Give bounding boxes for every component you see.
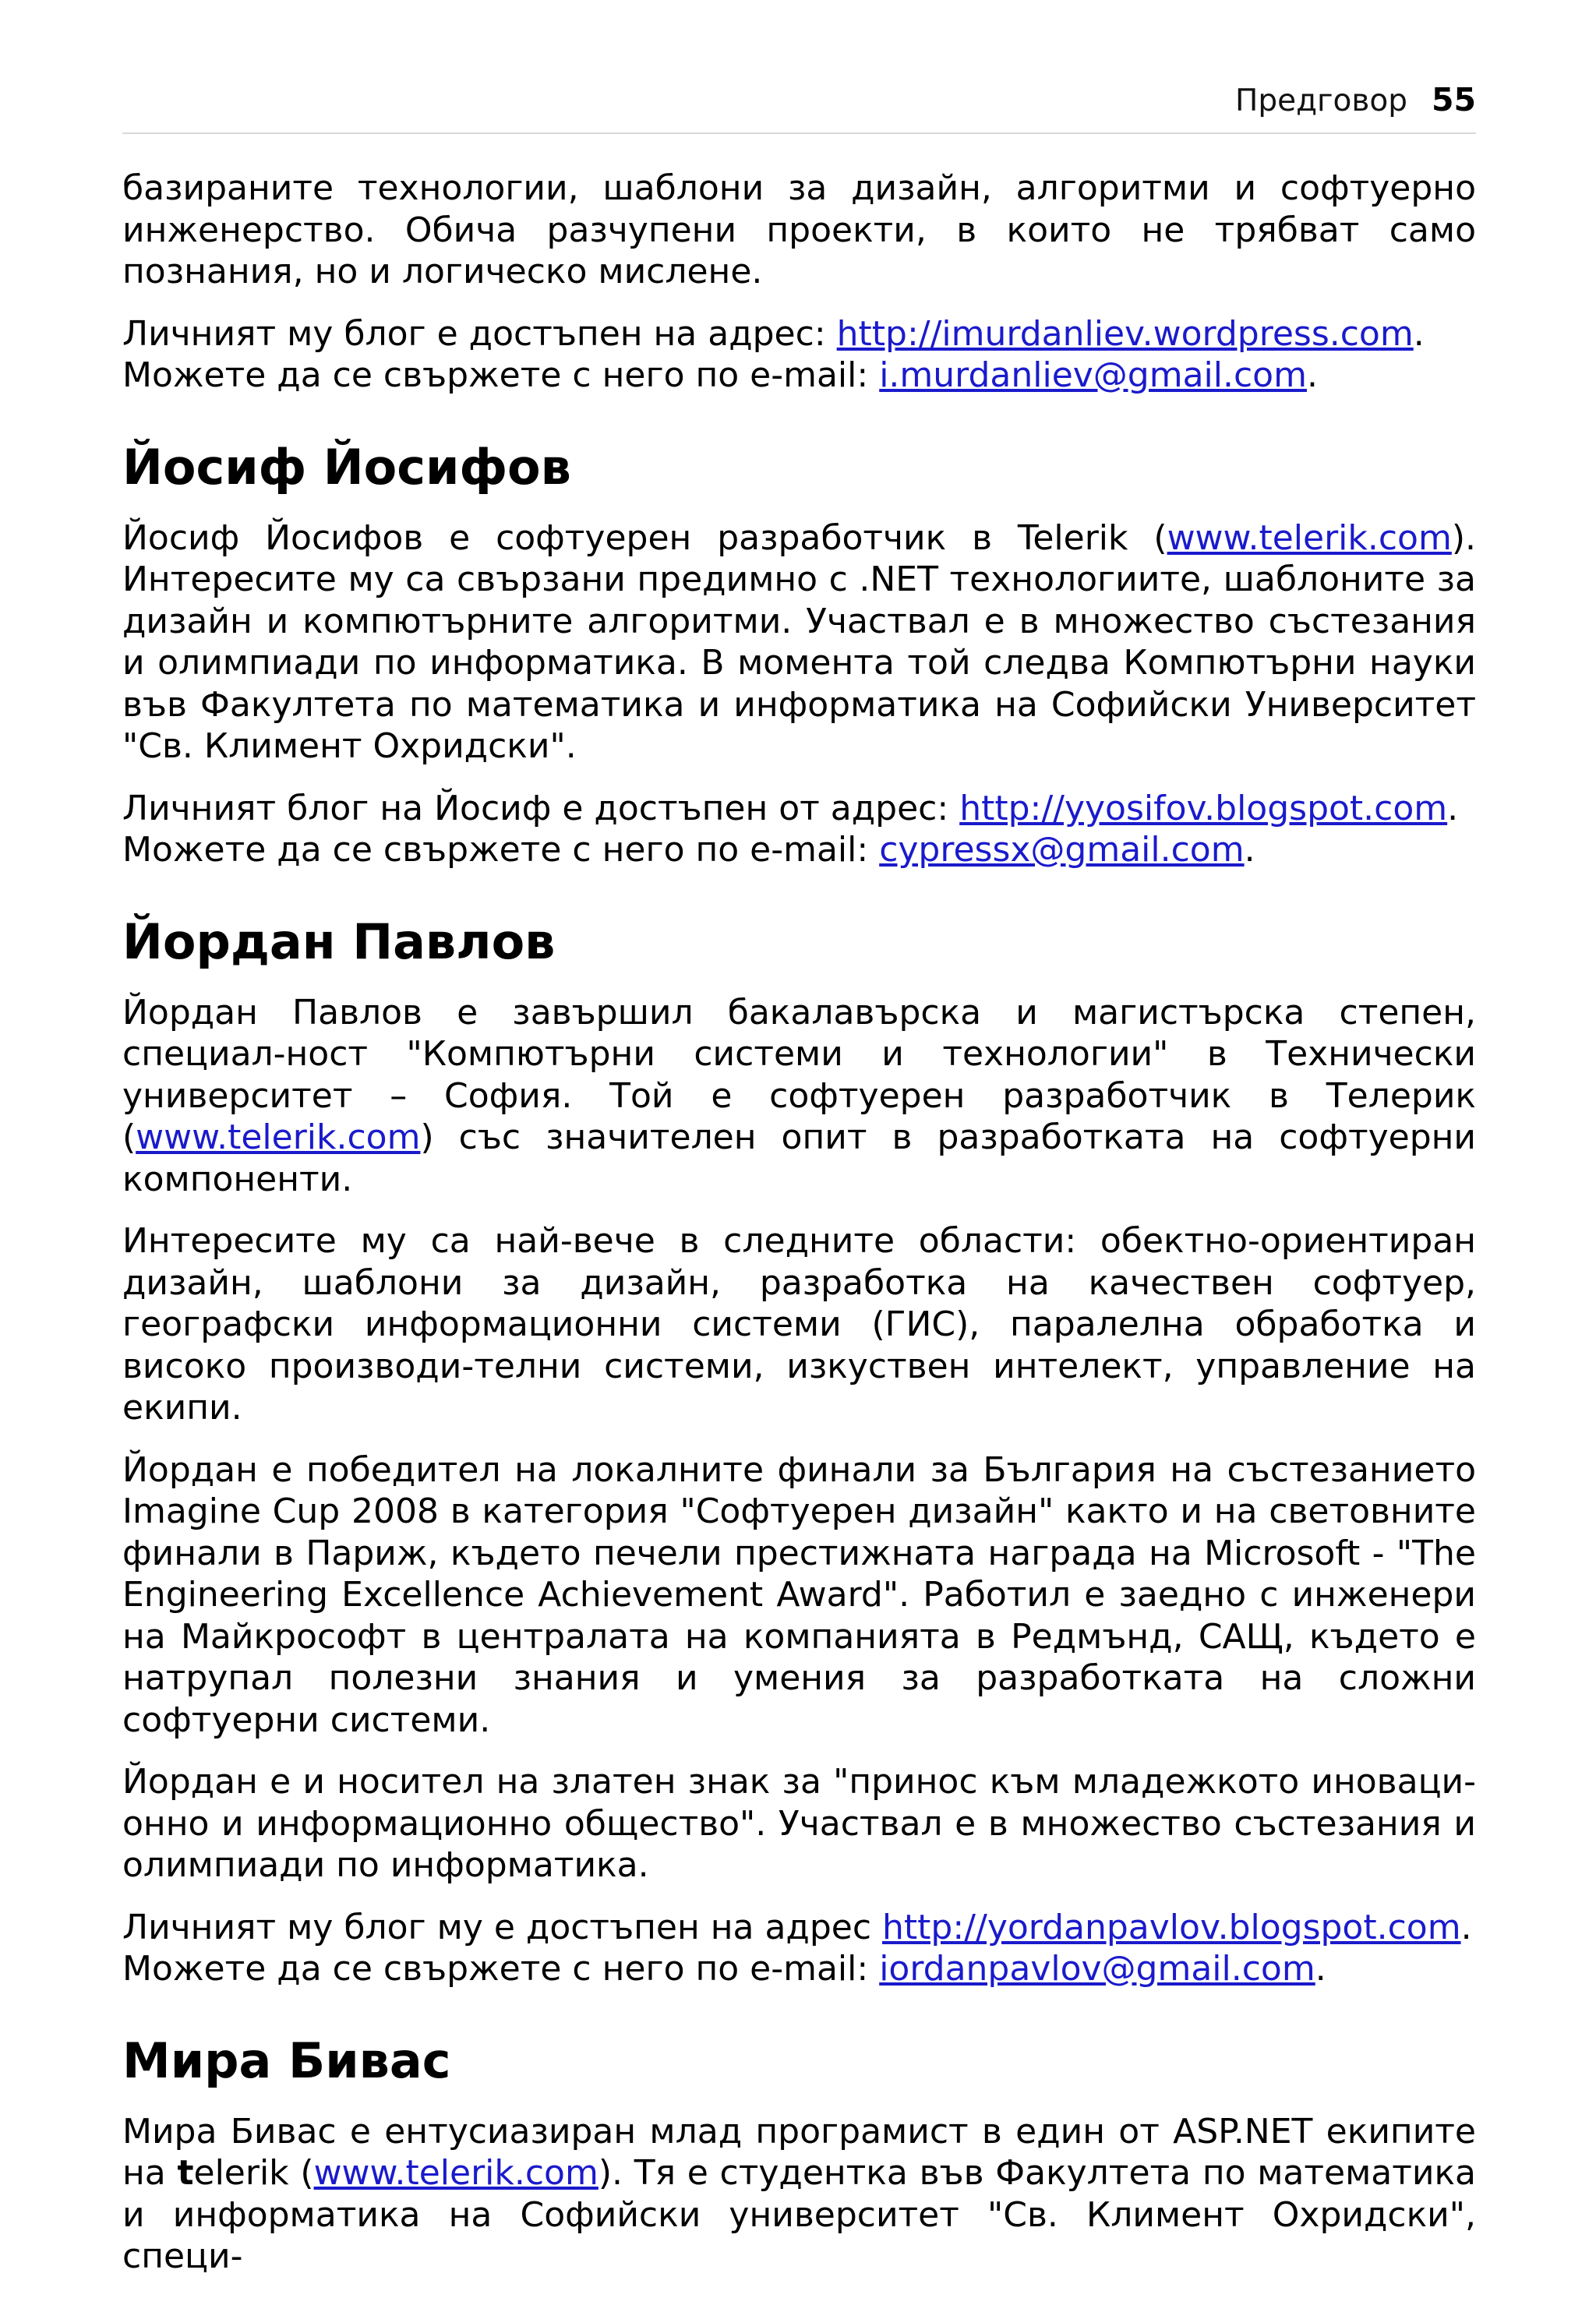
paragraph-bivas-bio: [122, 2111, 1476, 2278]
email-link-yosifov[interactable]: cypressx@gmail.com: [879, 830, 1245, 870]
bio-text: (: [288, 2153, 314, 2193]
email-link-murdanliev[interactable]: i.murdanliev@gmail.com: [879, 355, 1307, 395]
page-content: [122, 168, 1476, 2298]
heading-pavlov: Йордан Павлов: [122, 912, 556, 970]
mail-prefix: Можете да се свържете с него по e-mail:: [122, 830, 880, 870]
bio-text: ). Тя е студентка във Факултета по математика и информатика на Софийски университет "Св. Климент Охридски", специ-: [122, 2153, 1477, 2276]
blog-prefix: Личният му блог му е достъпен на адрес: [122, 1907, 883, 1947]
mail-prefix: Можете да се свържете с него по e-mail:: [122, 355, 880, 395]
paragraph-yosifov-bio: [122, 517, 1476, 768]
telerik-link[interactable]: www.telerik.com: [313, 2153, 598, 2193]
paragraph-pavlov-interests: Интересите му са най-вече в следните области: обектно-ориентиран дизайн, шаблони за дизайн, разработка на качествен софтуер, географски информационни системи (ГИС), паралелна обработка и високо производи-телни системи, изкуствен интелект, управление на екипи.: [122, 1221, 1476, 1428]
email-link-pavlov[interactable]: iordanpavlov@gmail.com: [879, 1949, 1315, 1989]
paragraph-murdanliev-interests: базираните технологии, шаблони за дизайн, алгоритми и софтуерно инженерство. Обича разчупени проекти, в които не трябват само познания, но и логическо мислене.: [122, 168, 1476, 291]
brand-name-rest: elerik: [193, 2153, 289, 2193]
blog-link-pavlov[interactable]: http://yordanpavlov.blogspot.com: [882, 1907, 1461, 1947]
punctuation: .: [1306, 355, 1318, 395]
punctuation: .: [1447, 788, 1459, 828]
heading-bivas: Мира Бивас: [122, 2031, 451, 2089]
page-number: 55: [1431, 81, 1476, 118]
punctuation: .: [1244, 830, 1255, 870]
paragraph-pavlov-imagine-cup: Йордан е победител на локалните финали за България на състезанието Imagine Cup 2008 в категория "Софтуерен дизайн" както и на световните финали в Париж, където печели престижната награда на Microsoft - "The Engineering Excellence Achievement Award". Работил е заедно с инженери на Майкрософт в централата на компанията в Редмънд, САЩ, където е натрупал полезни знания и умения за разработката на сложни софтуерни системи.: [122, 1449, 1476, 1740]
bio-text: ) със значителен опит в разработката на софтуерни компоненти.: [122, 1117, 1476, 1199]
telerik-logo-letter: t: [177, 2153, 194, 2193]
telerik-link[interactable]: www.telerik.com: [136, 1117, 421, 1157]
mail-prefix: Можете да се свържете с него по e-mail:: [122, 1949, 880, 1989]
paragraph-pavlov-award: Йордан е и носител на златен знак за "принос към младежкото иноваци-онно и информационно общество". Участвал е в множество състезания и олимпиади по информатика.: [122, 1762, 1476, 1885]
punctuation: .: [1315, 1949, 1326, 1989]
page-header: [122, 78, 1476, 134]
blog-prefix: Личният му блог е достъпен на адрес:: [122, 313, 837, 354]
paragraph-murdanliev-contacts: [122, 313, 1476, 397]
bio-text: Йосиф Йосифов е софтуерен разработчик в Telerik (: [122, 517, 1167, 558]
paragraph-yosifov-contacts: [122, 788, 1476, 871]
blog-prefix: Личният блог на Йосиф е достъпен от адрес:: [122, 788, 960, 828]
paragraph-pavlov-bio: [122, 992, 1476, 1201]
bio-text: ). Интересите му са свързани предимно с .NET технологиите, шаблоните за дизайн и компютърните алгоритми. Участвал е в множество състезания и олимпиади по информатика. В момента той следва Компютърни науки във Факултета по математика и информатика на Софийски Университет "Св. Климент Охридски".: [122, 517, 1476, 766]
bio-text: Йордан Павлов е завършил бакалавърска и магистърска степен, специал-ност "Компютърни системи и технологии" в Технически университет – София. Той е софтуерен разработчик в Телерик (: [122, 992, 1476, 1157]
blog-link-murdanliev[interactable]: http://imurdanliev.wordpress.com: [836, 313, 1414, 354]
telerik-link[interactable]: www.telerik.com: [1167, 517, 1452, 558]
bio-text: Мира Бивас е ентусиазиран млад програмист в един от ASP.NET екипите на: [122, 2111, 1476, 2193]
heading-yosifov: Йосиф Йосифов: [122, 438, 571, 496]
punctuation: .: [1413, 313, 1425, 354]
paragraph-pavlov-contacts: [122, 1907, 1476, 1990]
punctuation: .: [1460, 1907, 1472, 1947]
blog-link-yosifov[interactable]: http://yyosifov.blogspot.com: [959, 788, 1448, 828]
section-title: Предговор: [1235, 83, 1407, 118]
